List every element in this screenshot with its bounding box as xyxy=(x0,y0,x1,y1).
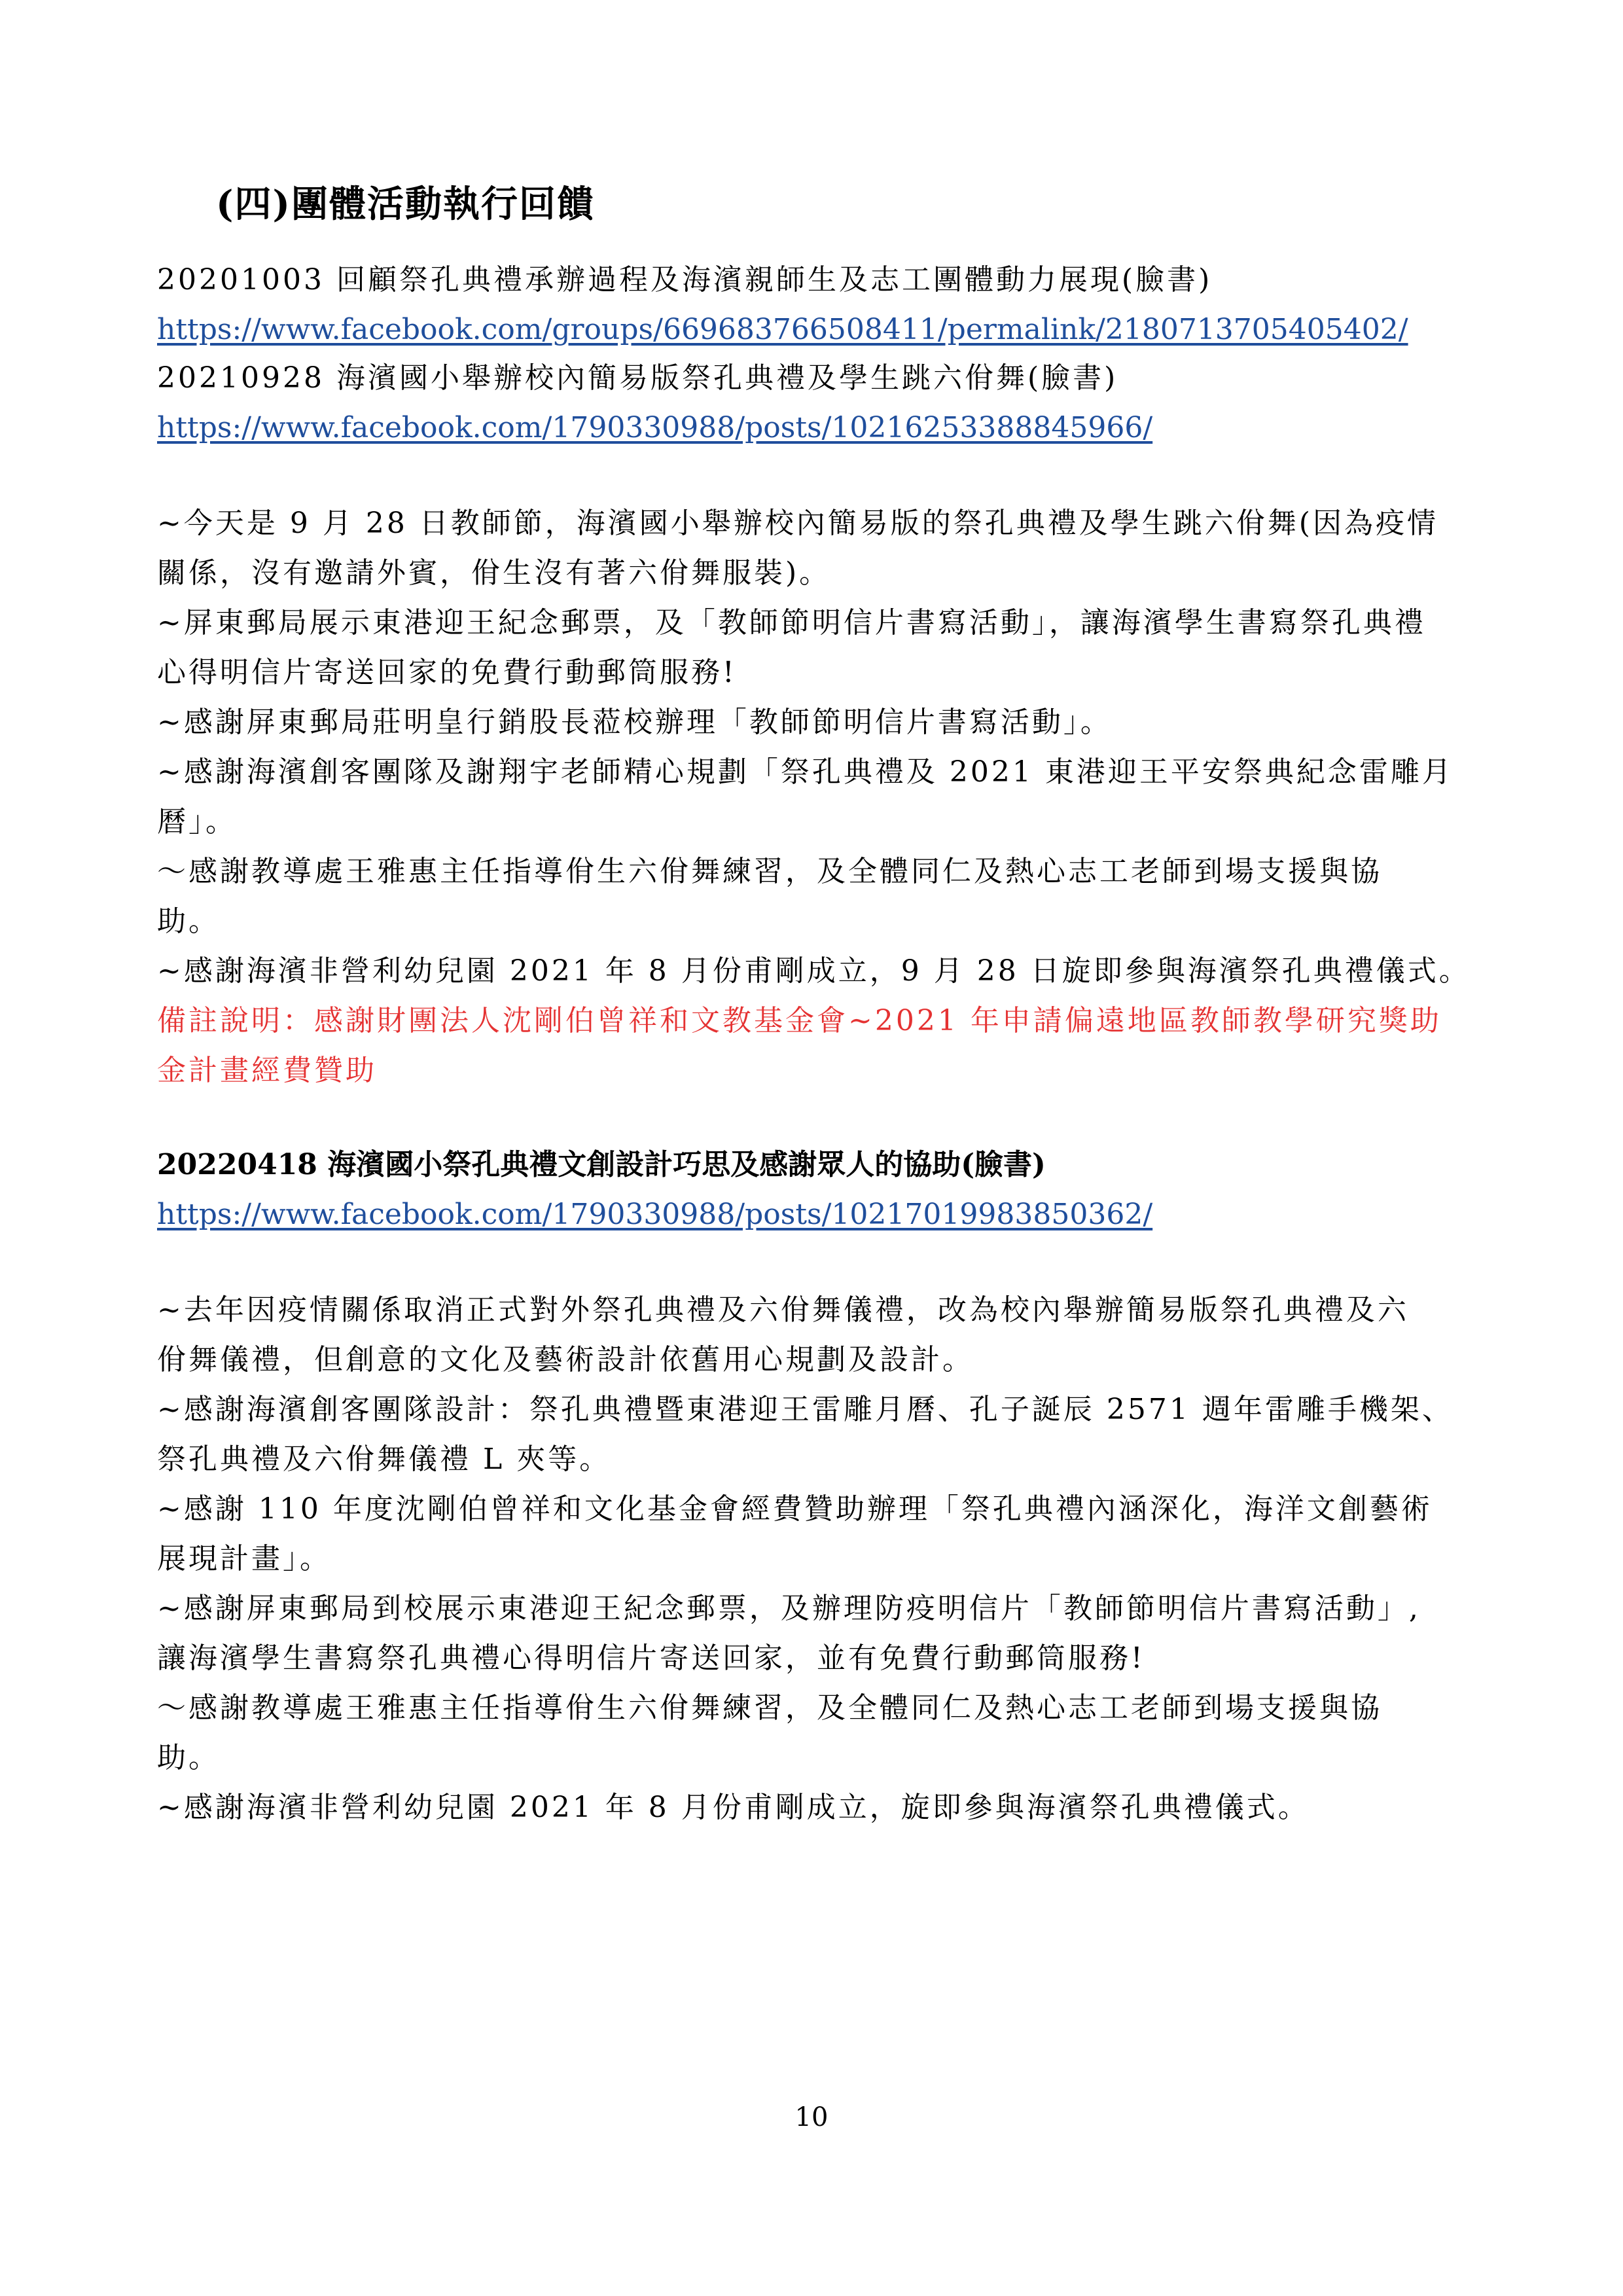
facebook-link-20201003[interactable]: https://www.facebook.com/groups/669683766508411/permalink/2180713705405402/ xyxy=(157,313,1408,346)
body-line: ~屏東郵局展示東港迎王紀念郵票，及「教師節明信片書寫活動」，讓海濱學生書寫祭孔典禮 xyxy=(157,606,1426,639)
entry-title-20201003: 20201003 回顧祭孔典禮承辦過程及海濱親師生及志工團體動力展現(臉書) xyxy=(157,263,1213,296)
body-line: 展現計畫」。 xyxy=(157,1542,331,1575)
body-line: 關係，沒有邀請外賓，佾生沒有著六佾舞服裝)。 xyxy=(157,556,831,590)
body-line: ~去年因疫情關係取消正式對外祭孔典禮及六佾舞儀禮，改為校內舉辦簡易版祭孔典禮及六 xyxy=(157,1293,1409,1327)
funding-note-line: 金計畫經費贊助 xyxy=(157,1054,377,1087)
body-line: 祭孔典禮及六佾舞儀禮 L 夾等。 xyxy=(157,1443,611,1476)
body-line: ~感謝屏東郵局莊明皇行銷股長蒞校辦理「教師節明信片書寫活動」。 xyxy=(157,706,1112,739)
funding-note-line: 備註說明：感謝財團法人沈剛伯曾祥和文教基金會~2021 年申請偏遠地區教師教學研究獎助 xyxy=(157,1004,1442,1037)
section-heading: (四)團體活動執行回饋 xyxy=(216,183,595,226)
facebook-link-20220418[interactable]: https://www.facebook.com/1790330988/posts/10217019983850362/ xyxy=(157,1198,1153,1231)
body-line: ~感謝海濱非營利幼兒園 2021 年 8 月份甫剛成立，旋即參與海濱祭孔典禮儀式。 xyxy=(157,1791,1310,1824)
body-line: 佾舞儀禮，但創意的文化及藝術設計依舊用心規劃及設計。 xyxy=(157,1343,974,1376)
body-line: ~感謝屏東郵局到校展示東港迎王紀念郵票，及辦理防疫明信片「教師節明信片書寫活動」, xyxy=(157,1592,1421,1625)
body-line: ～感謝教導處王雅惠主任指導佾生六佾舞練習，及全體同仁及熱心志工老師到場支援與協 xyxy=(157,1691,1382,1725)
body-line: 助。 xyxy=(157,1741,220,1774)
body-line: 讓海濱學生書寫祭孔典禮心得明信片寄送回家，並有免費行動郵筒服務! xyxy=(157,1641,1145,1675)
body-line: ~感謝海濱非營利幼兒園 2021 年 8 月份甫剛成立，9 月 28 日旋即參與海濱祭孔典禮儀式。 xyxy=(157,954,1471,988)
body-line: 曆」。 xyxy=(157,805,237,838)
body-line: ~今天是 9 月 28 日教師節，海濱國小舉辦校內簡易版的祭孔典禮及學生跳六佾舞(因為疫情 xyxy=(157,507,1438,540)
body-line: ~感謝海濱創客團隊設計：祭孔典禮暨東港迎王雷雕月曆、孔子誕辰 2571 週年雷雕手機架、 xyxy=(157,1393,1454,1426)
body-line: ～感謝教導處王雅惠主任指導佾生六佾舞練習，及全體同仁及熱心志工老師到場支援與協 xyxy=(157,855,1382,888)
facebook-link-20210928[interactable]: https://www.facebook.com/1790330988/posts/10216253388845966/ xyxy=(157,411,1153,444)
body-line: 心得明信片寄送回家的免費行動郵筒服務! xyxy=(157,656,737,689)
page-number: 10 xyxy=(794,2102,829,2132)
entry-title-20210928: 20210928 海濱國小舉辦校內簡易版祭孔典禮及學生跳六佾舞(臉書) xyxy=(157,361,1118,395)
entry-title-20220418: 20220418 海濱國小祭孔典禮文創設計巧思及感謝眾人的協助(臉書) xyxy=(157,1148,1046,1181)
body-line: ~感謝海濱創客團隊及謝翔宇老師精心規劃「祭孔典禮及 2021 東港迎王平安祭典紀念雷雕月 xyxy=(157,755,1454,789)
body-line: ~感謝 110 年度沈剛伯曾祥和文化基金會經費贊助辦理「祭孔典禮內涵深化，海洋文創藝術 xyxy=(157,1492,1433,1526)
body-line: 助。 xyxy=(157,905,220,938)
